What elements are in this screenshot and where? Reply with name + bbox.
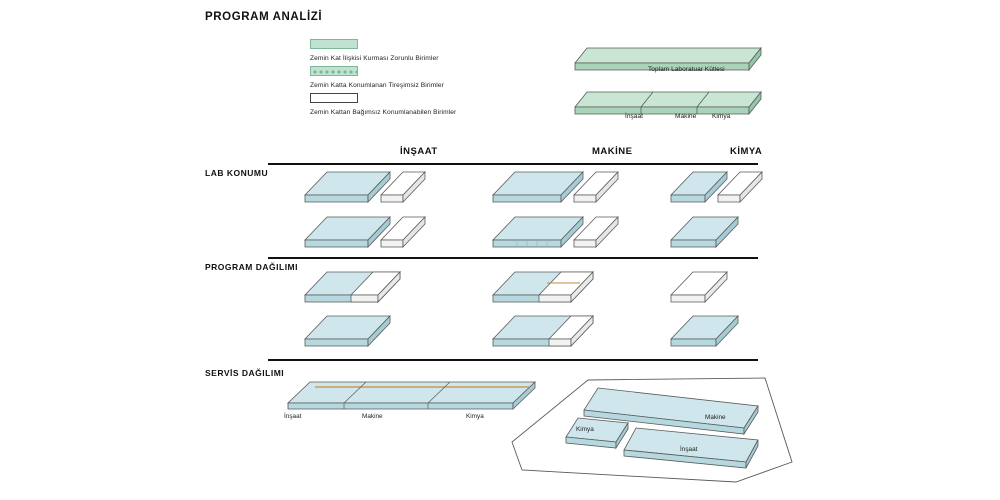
total-mass-segment-0: İnşaat xyxy=(625,113,643,120)
slab-white-kimya-row1 xyxy=(671,272,727,302)
total-mass-segment-1: Makine xyxy=(675,113,697,120)
program-dagilimi-figures xyxy=(295,258,775,353)
legend-label-2: Zemin Kattan Bağımsız Konumlanabilen Birimler xyxy=(310,109,457,116)
legend-swatch-white-outline xyxy=(310,93,358,103)
section-title-servis-dagilimi: SERVİS DAĞILIMI xyxy=(205,368,285,378)
service-bar xyxy=(288,382,535,409)
site-plan-group xyxy=(500,370,820,495)
slab-blue-insaat-row2 xyxy=(305,217,390,247)
column-header-insaat: İNŞAAT xyxy=(400,146,438,157)
site-block-label-insaat: İnşaat xyxy=(680,446,698,453)
service-bar-label-1: Makine xyxy=(362,413,383,420)
column-header-makine: MAKİNE xyxy=(592,146,633,157)
legend-label-0: Zemin Kat İlişkisi Kurması Zorunlu Birimler xyxy=(310,55,439,62)
slab-blue-makine-row1 xyxy=(493,172,583,202)
slab-blue-kimya-row2 xyxy=(671,316,738,346)
total-mass-caption: Toplam Laboratuar Kütlesi xyxy=(648,66,725,73)
total-mass-segmented-slab xyxy=(575,92,761,114)
slab-combo-insaat-row2 xyxy=(305,316,390,346)
slab-combo-makine-row1 xyxy=(493,272,593,302)
total-mass-group xyxy=(575,30,775,130)
page-title: PROGRAM ANALİZİ xyxy=(205,11,323,23)
slab-combo-insaat-row1 xyxy=(305,272,400,302)
divider-servis-dagilimi xyxy=(268,359,758,361)
slab-blue-kimya-row2 xyxy=(671,217,738,247)
legend-label-1: Zemin Katta Konumlanan Tireşimsiz Birimler xyxy=(310,82,444,89)
section-title-lab-konumu: LAB KONUMU xyxy=(205,168,269,178)
legend-swatch-green-fill xyxy=(310,39,358,49)
site-block-label-kimya: Kimya xyxy=(576,426,594,433)
total-mass-segment-2: Kimya xyxy=(712,113,731,120)
service-bar-label-0: İnşaat xyxy=(284,413,302,420)
section-title-program-dagilimi: PROGRAM DAĞILIMI xyxy=(205,262,298,272)
site-block-kimya xyxy=(566,418,628,448)
slab-blue-insaat-row1 xyxy=(305,172,390,202)
slab-blue-makine-row2 xyxy=(493,217,583,247)
lab-konumu-figures xyxy=(295,162,775,257)
legend-swatch-green-dotted xyxy=(310,66,358,76)
legend xyxy=(310,39,580,129)
site-block-label-makine: Makine xyxy=(705,414,726,421)
service-bar-label-2: Kimya xyxy=(466,413,484,420)
slab-combo-makine-row2 xyxy=(493,316,593,346)
column-header-kimya: KİMYA xyxy=(730,146,763,157)
